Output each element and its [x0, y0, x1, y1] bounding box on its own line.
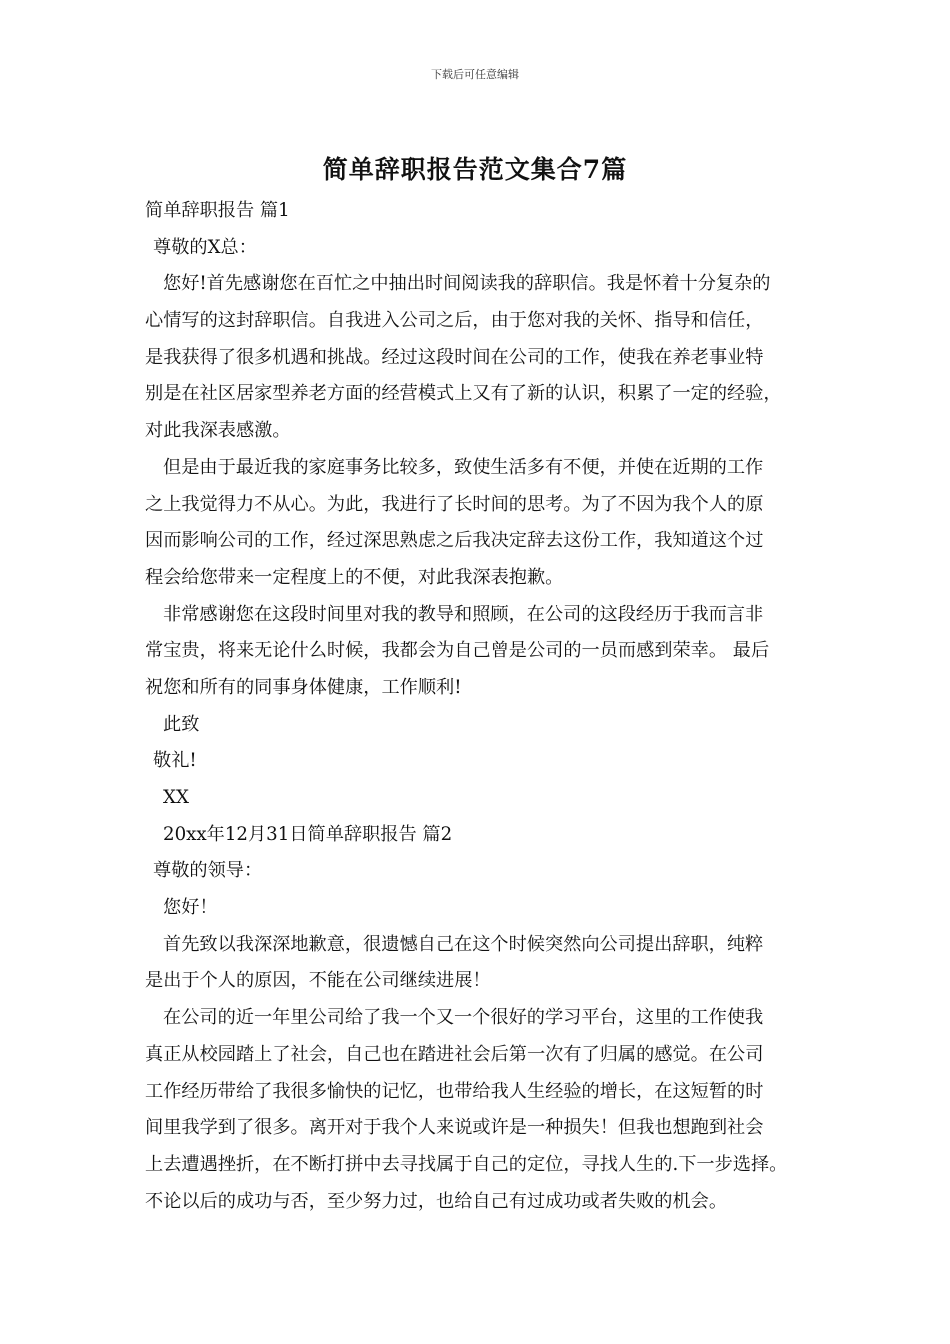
body-line: 不论以后的成功与否，至少努力过，也给自己有过成功或者失败的机会。: [145, 1190, 728, 1212]
body-line: 之上我觉得力不从心。为此，我进行了长时间的思考。为了不因为我个人的原: [145, 493, 764, 515]
date-and-section-heading-2: 20xx年12月31日简单辞职报告 篇2: [163, 823, 453, 845]
body-line: 祝您和所有的同事身体健康，工作顺利!: [145, 676, 462, 698]
salutation-2: 尊敬的领导：: [153, 860, 263, 882]
salutation-1: 尊敬的X总：: [153, 236, 257, 258]
body-line: 别是在社区居家型养老方面的经营模式上又有了新的认识，积累了一定的经验，: [145, 383, 782, 405]
body-line: 间里我学到了很多。离开对于我个人来说或许是一种损失！但我也想跑到社会: [145, 1117, 764, 1139]
body-line: 心情写的这封辞职信。自我进入公司之后，由于您对我的关怀、指导和信任，: [145, 310, 764, 332]
body-line: 是出于个人的原因，不能在公司继续进展！: [145, 970, 491, 992]
document-body: [145, 193, 825, 1220]
signature: XX: [163, 787, 189, 808]
body-line: 在公司的近一年里公司给了我一个又一个很好的学习平台，这里的工作使我: [163, 1007, 764, 1029]
body-line: 您好!首先感谢您在百忙之中抽出时间阅读我的辞职信。我是怀着十分复杂的: [163, 273, 771, 295]
body-line: 首先致以我深深地歉意，很遗憾自己在这个时候突然向公司提出辞职，纯粹: [163, 933, 764, 955]
body-line: 程会给您带来一定程度上的不便，对此我深表抱歉。: [145, 566, 564, 588]
body-line: 但是由于最近我的家庭事务比较多，致使生活多有不便，并使在近期的工作: [163, 456, 764, 478]
body-line: 因而影响公司的工作，经过深思熟虑之后我决定辞去这份工作，我知道这个过: [145, 530, 764, 552]
body-line: 常宝贵，将来无论什么时候，我都会为自己曾是公司的一员而感到荣幸。 最后: [145, 640, 770, 662]
body-line: 上去遭遇挫折，在不断打拼中去寻找属于自己的定位，寻找人生的.下一步选择。: [145, 1153, 788, 1175]
closing-line: 此致: [163, 713, 200, 735]
body-line: 真正从校园踏上了社会，自己也在踏进社会后第一次有了归属的感觉。在公司: [145, 1043, 764, 1065]
body-line: 工作经历带给了我很多愉快的记忆，也带给我人生经验的增长，在这短暂的时: [145, 1080, 764, 1102]
header-note: 下载后可任意编辑: [431, 68, 519, 81]
section-heading-1: 简单辞职报告 篇1: [145, 200, 290, 221]
closing-line: 敬礼!: [153, 750, 197, 772]
body-line: 对此我深表感激。: [145, 420, 291, 442]
body-line: 是我获得了很多机遇和挑战。经过这段时间在公司的工作，使我在养老事业特: [145, 346, 764, 368]
greeting: 您好！: [163, 897, 218, 919]
document-title: 简单辞职报告范文集合7篇: [322, 155, 628, 184]
body-line: 非常感谢您在这段时间里对我的教导和照顾，在公司的这段经历于我而言非: [163, 603, 764, 625]
